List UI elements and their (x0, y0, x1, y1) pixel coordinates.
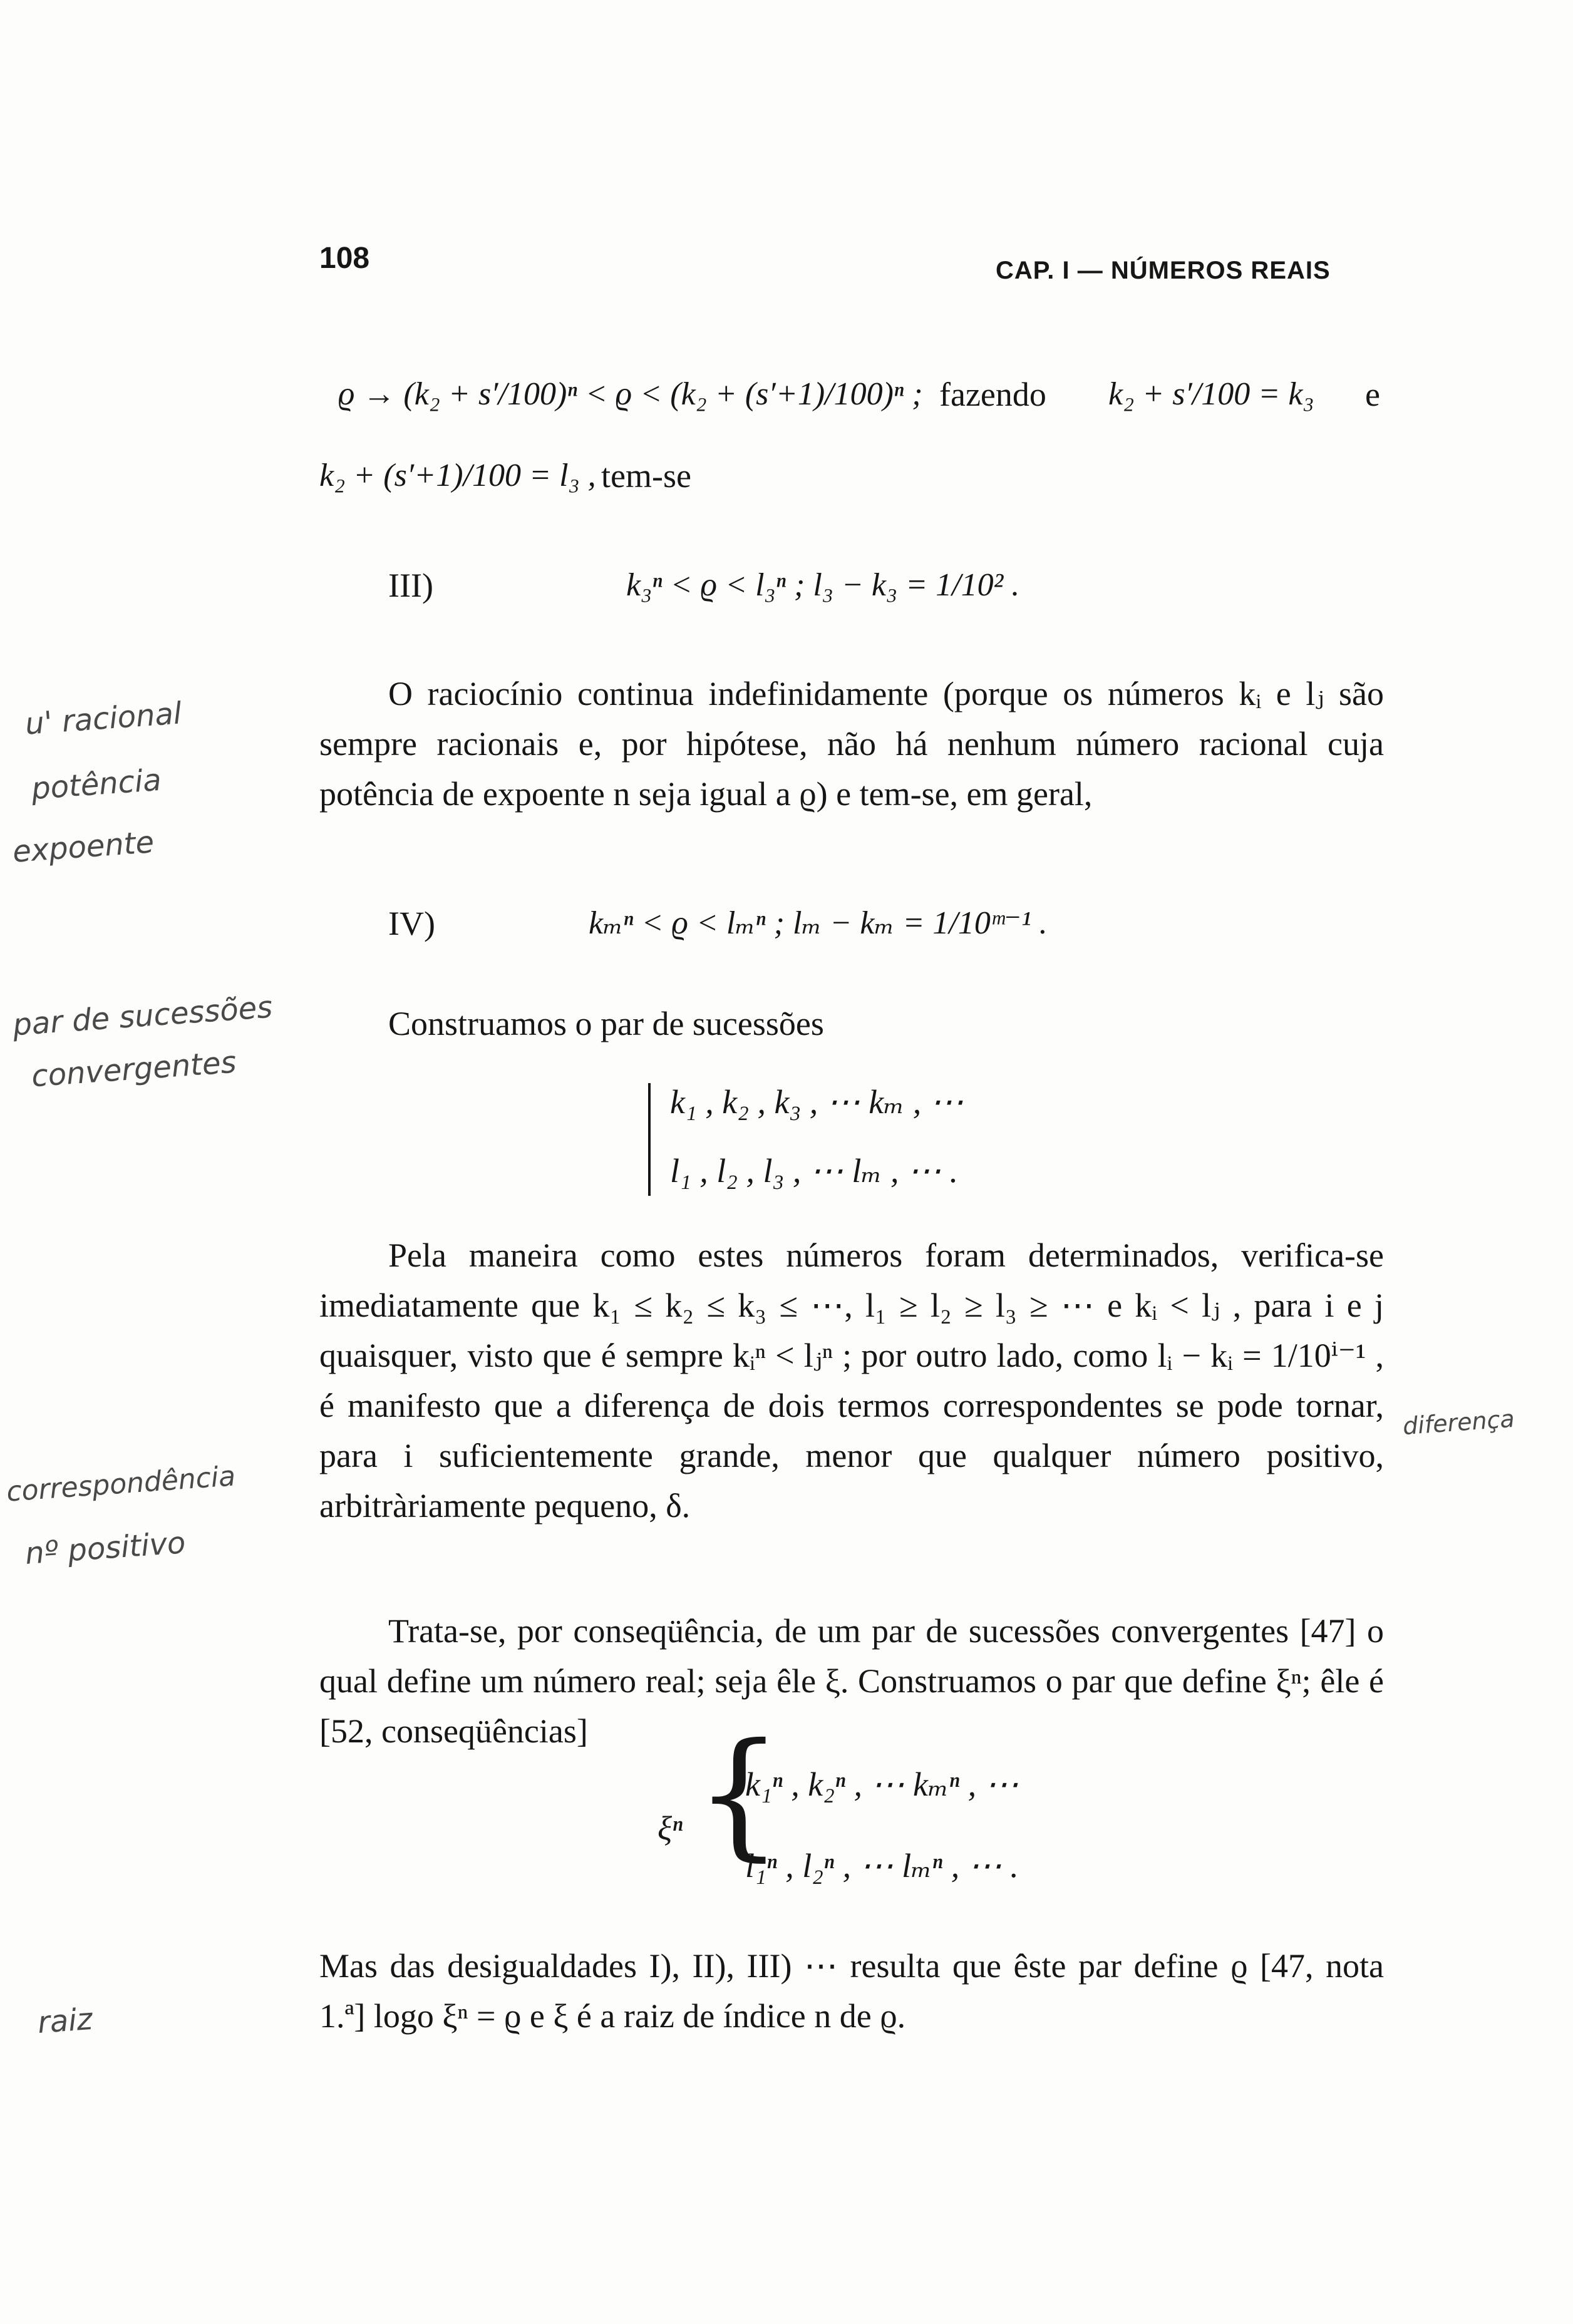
word-e: e (1365, 376, 1380, 413)
margin-note-par-sucessoes: par de sucessões (11, 989, 274, 1043)
equation-top-right: k₂ + s′/100 = k₃ (1108, 376, 1314, 412)
margin-note-racional: u' racional (24, 696, 183, 742)
margin-note-diferenca: diferença (1401, 1404, 1516, 1441)
equation-III-label: III) (388, 567, 433, 604)
word-tem-se: tem-se (601, 457, 691, 495)
paragraph-1 (319, 669, 1384, 819)
page-number: 108 (319, 242, 370, 275)
paragraph-5-text: Mas das desigualdades I), II), III) ⋯ resulta que êste par define ϱ [47, nota 1.ª] logo ξⁿ = ϱ e ξ é a raiz de índice n de ϱ. (319, 1947, 1384, 2035)
sequence-2-brace: { (695, 1714, 783, 1874)
sequence-1-row1: k₁ , k₂ , k₃ , ⋯ kₘ , ⋯ (670, 1083, 964, 1121)
paragraph-5 (319, 1941, 1384, 2041)
equation-IV: kₘⁿ < ϱ < lₘⁿ ; lₘ − kₘ = 1/10ᵐ⁻¹ . (589, 905, 1048, 941)
sequence-1-row2: l₁ , l₂ , l₃ , ⋯ lₘ , ⋯ . (670, 1152, 958, 1190)
margin-note-numero-positivo: nº positivo (24, 1525, 187, 1571)
equation-IV-label: IV) (388, 905, 435, 942)
sequence-1-brace (648, 1083, 651, 1196)
word-fazendo: fazendo (939, 376, 1046, 413)
paragraph-4 (319, 1606, 1384, 1756)
paragraph-4-text: Trata-se, por conseqüência, de um par de sucessões convergentes [47] o qual define um número real; seja êle ξ. Construamos o par que define ξⁿ; êle é [52, conseqüências] (319, 1612, 1384, 1750)
paragraph-2: Construamos o par de sucessões (388, 1005, 824, 1042)
margin-note-convergentes: convergentes (30, 1044, 238, 1094)
margin-note-potencia: potência (30, 762, 163, 807)
equation-top-line1: ϱ → (k₂ + s′/100)ⁿ < ϱ < (k₂ + (s′+1)/100)ⁿ ; (338, 376, 923, 412)
paragraph-3 (319, 1230, 1384, 1531)
paragraph-3-text: Pela maneira como estes números foram determinados, verifica-se imediatamente que k₁ ≤ k₂ ≤ k₃ ≤ ⋯, l₁ ≥ l₂ ≥ l₃ ≥ ⋯ e kᵢ < lⱼ , para i e j quaisquer, visto que é sempre kᵢⁿ < lⱼⁿ ; por outro lado, como lᵢ − kᵢ = 1/10ⁱ⁻¹ , é manifesto que a diferença de dois termos correspondentes se pode tornar, para i suficientemente grande, menor que qualquer número positivo, arbitràriamente pequeno, δ. (319, 1237, 1384, 1524)
equation-top-line2: k₂ + (s′+1)/100 = l₃ , (319, 458, 596, 493)
paragraph-1-text: O raciocínio continua indefinidamente (porque os números kᵢ e lⱼ são sempre racionais e, por hipótese, não há nenhum número racional cuja potência de expoente n seja igual a ϱ) e tem-se, em geral, (319, 675, 1384, 813)
sequence-2-row1: k₁ⁿ , k₂ⁿ , ⋯ kₘⁿ , ⋯ (745, 1766, 1019, 1803)
margin-note-correspondencia: correspondência (5, 1460, 237, 1508)
equation-III: k₃ⁿ < ϱ < l₃ⁿ ; l₃ − k₃ = 1/10² . (626, 567, 1020, 603)
sequence-2-label: ξⁿ (658, 1809, 683, 1847)
sequence-2-row2: l₁ⁿ , l₂ⁿ , ⋯ lₘⁿ , ⋯ . (745, 1847, 1019, 1884)
margin-note-expoente: expoente (11, 825, 155, 870)
running-head: CAP. I — NÚMEROS REAIS (996, 257, 1331, 284)
margin-note-raiz: raiz (36, 2002, 94, 2040)
